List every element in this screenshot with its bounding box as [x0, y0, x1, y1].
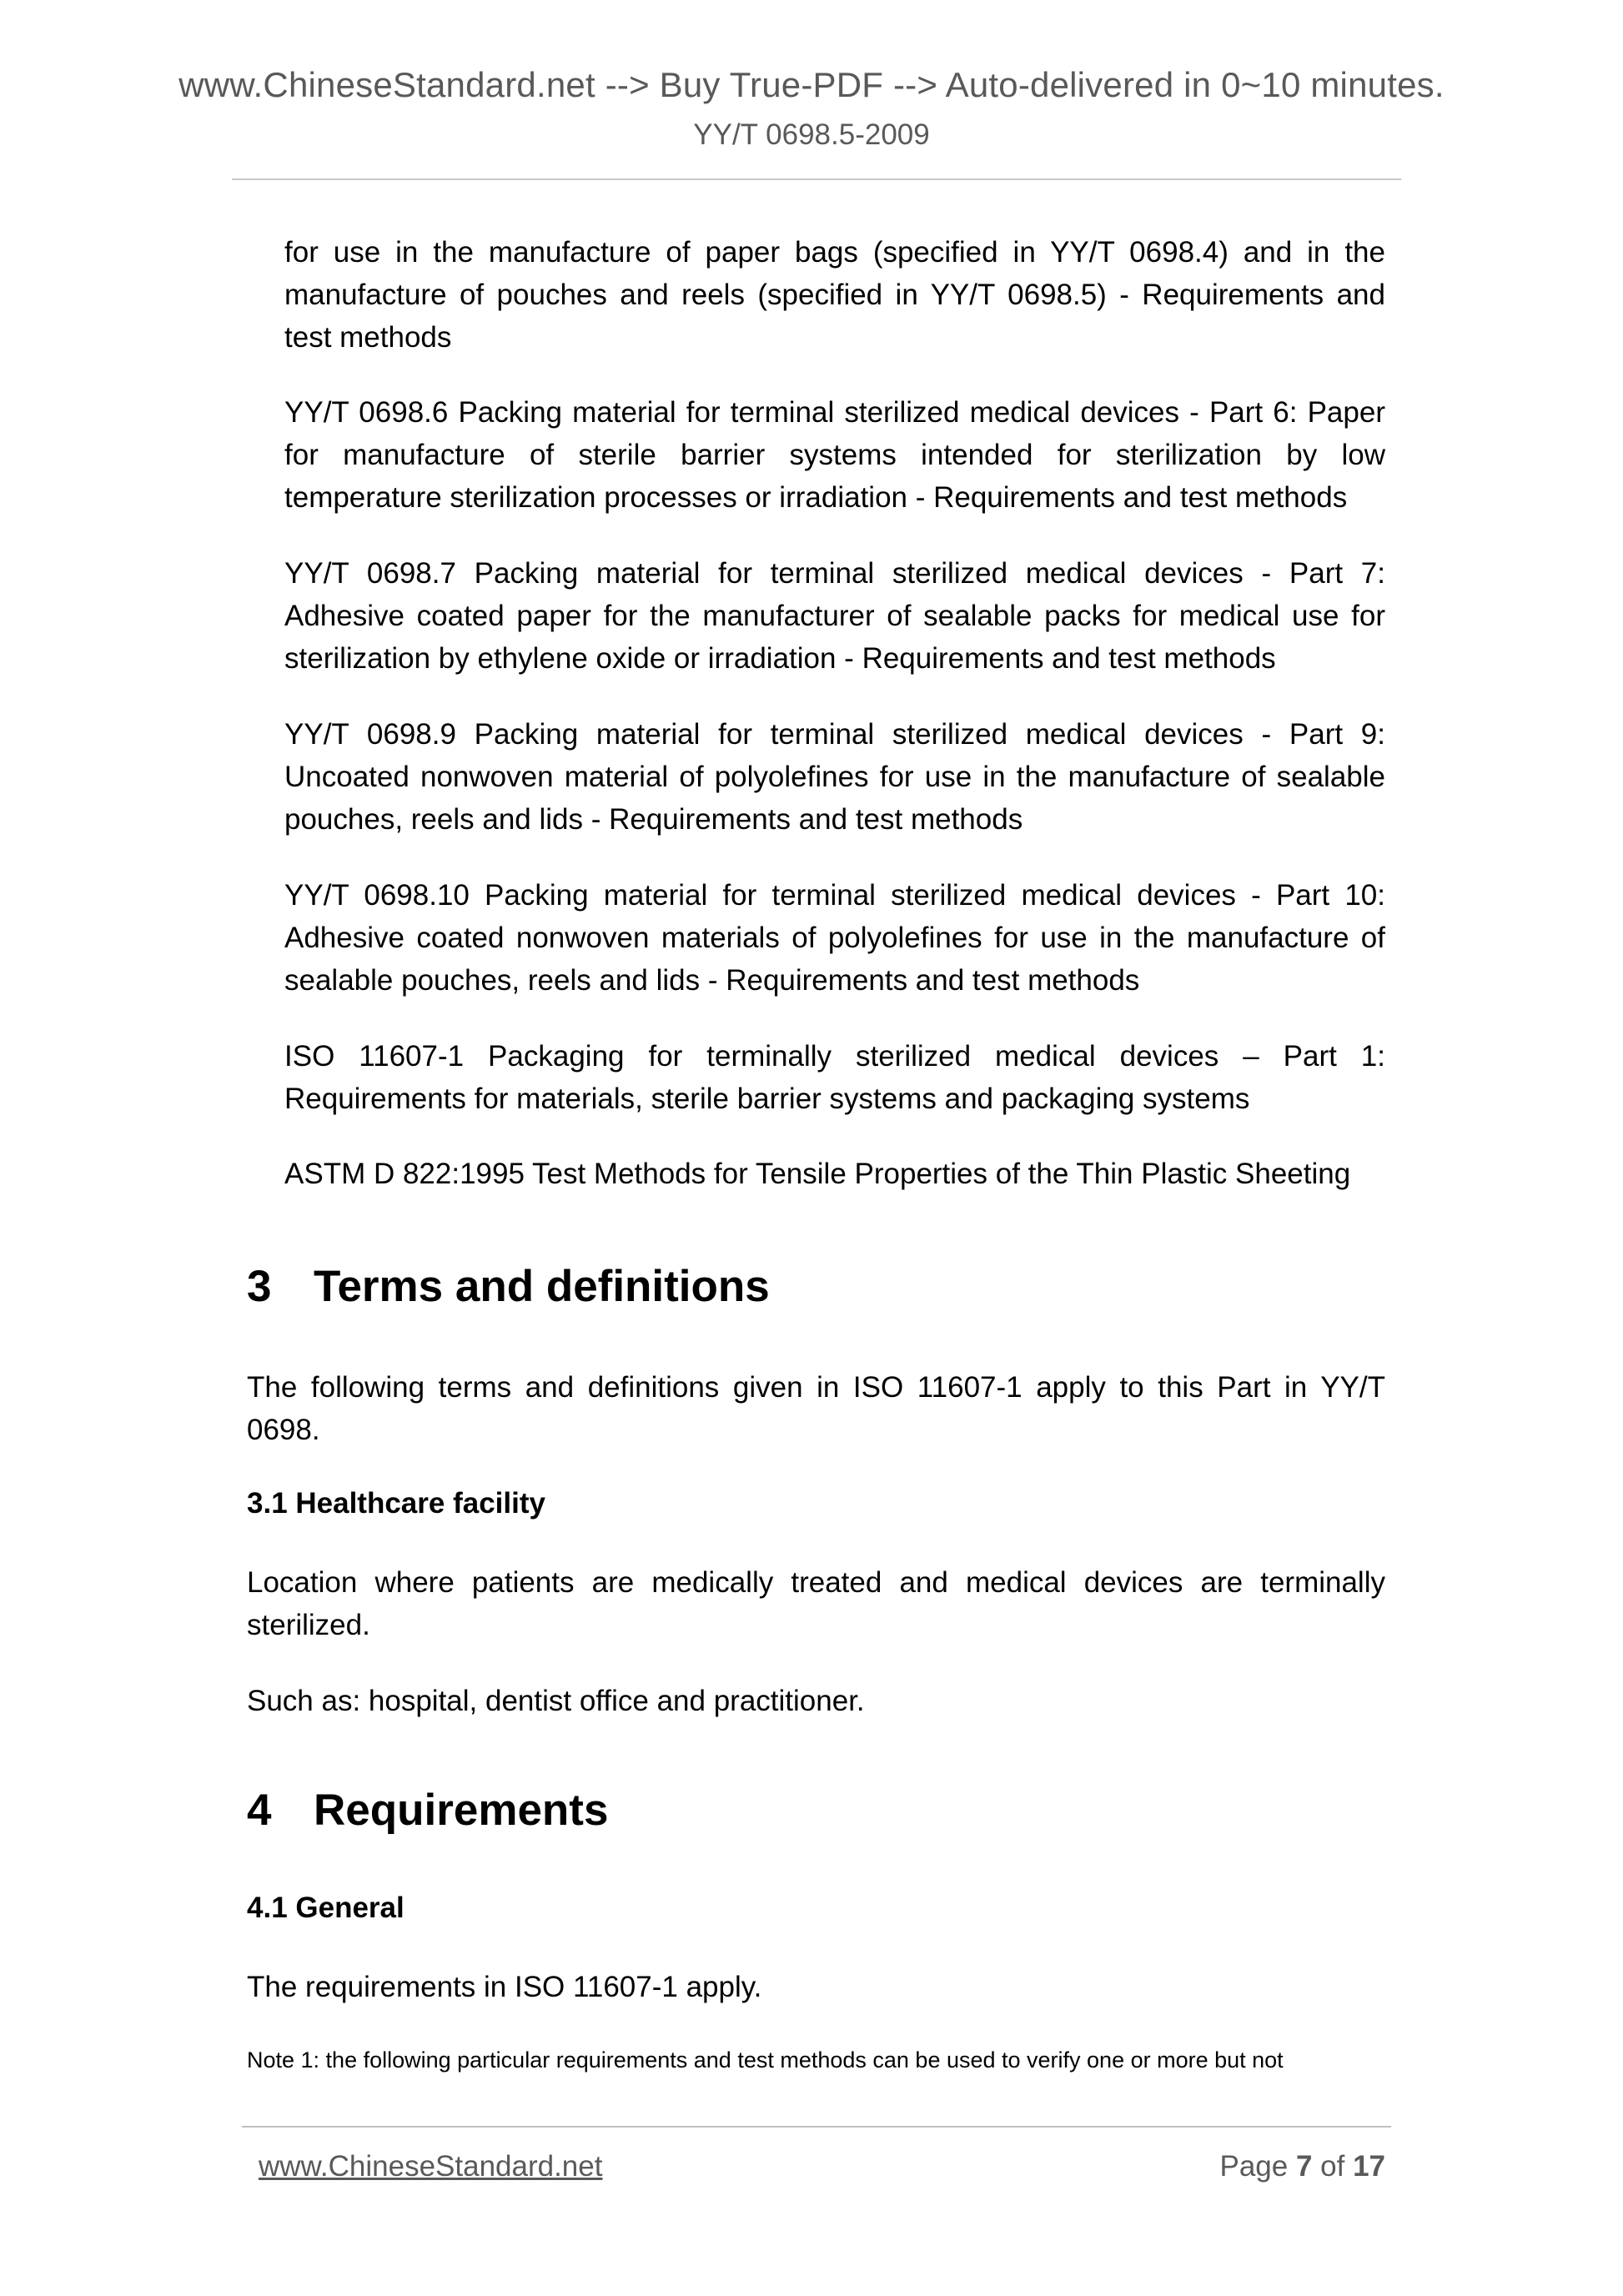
reference-entry: YY/T 0698.7 Packing material for terminal sterilized medical devices - Part 7: Adhesive coated paper for the manufacturer of sealable packs for medical use for sterilization by ethylene oxide or irradiation - Requirements and test methods [284, 557, 1385, 675]
subsection-3-1-definition: Location where patients are medically treated and medical devices are terminally sterilized. [247, 1566, 1385, 1641]
page-prefix: Page [1219, 2150, 1296, 2183]
subsection-4-1-text: The requirements in ISO 11607-1 apply. [247, 1971, 762, 2003]
footer-divider [242, 2126, 1391, 2128]
page-total: 17 [1353, 2150, 1385, 2183]
reference-entry: ISO 11607-1 Packaging for terminally sterilized medical devices – Part 1: Requirements for materials, sterile barrier systems and packaging systems [284, 1040, 1385, 1115]
reference-entry: ASTM D 822:1995 Test Methods for Tensile Properties of the Thin Plastic Sheeting [284, 1158, 1351, 1190]
footer-site-link[interactable]: www.ChineseStandard.net [259, 2150, 603, 2183]
section-4-heading [247, 1785, 608, 1836]
section-3-number: 3 [247, 1262, 272, 1311]
header-standard-code: YY/T 0698.5-2009 [693, 118, 930, 151]
subsection-4-1-title: 4.1 General [247, 1892, 404, 1924]
subsection-3-1-title: 3.1 Healthcare facility [247, 1487, 545, 1520]
subsection-3-1-example: Such as: hospital, dentist office and practitioner. [247, 1685, 865, 1717]
page-indicator [1219, 2150, 1385, 2183]
reference-entry: YY/T 0698.6 Packing material for terminal sterilized medical devices - Part 6: Paper for manufacture of sterile barrier systems intended for sterilization by low temperature sterilization processes or irradiation - Requirements and test methods [284, 396, 1385, 514]
header-site-line: www.ChineseStandard.net --> Buy True-PDF --> Auto-delivered in 0~10 minutes. [178, 65, 1445, 104]
section-3-intro: The following terms and definitions given in ISO 11607-1 apply to this Part in YY/T 0698. [247, 1371, 1385, 1446]
section-3-title: Terms and definitions [314, 1262, 770, 1311]
page-current: 7 [1295, 2150, 1313, 2183]
reference-entry: YY/T 0698.9 Packing material for terminal sterilized medical devices - Part 9: Uncoated nonwoven material of polyolefines for use in the manufacture of sealable pouches, reels and lids - Requirements and test methods [284, 718, 1385, 836]
reference-entry: for use in the manufacture of paper bags (specified in YY/T 0698.4) and in the manufacture of pouches and reels (specified in YY/T 0698.5) - Requirements and test methods [284, 236, 1385, 354]
reference-entry: YY/T 0698.10 Packing material for terminal sterilized medical devices - Part 10: Adhesive coated nonwoven materials of polyolefines for use in the manufacture of sealable pouches, reels and lids - Requirements and test methods [284, 879, 1385, 997]
header-divider [232, 178, 1401, 180]
section-3-heading [247, 1261, 770, 1312]
section-4-number: 4 [247, 1786, 272, 1835]
note-1: Note 1: the following particular requirements and test methods can be used to verify one or more but not [247, 2047, 1284, 2072]
section-4-title: Requirements [314, 1786, 609, 1835]
page-of: of [1312, 2150, 1354, 2183]
